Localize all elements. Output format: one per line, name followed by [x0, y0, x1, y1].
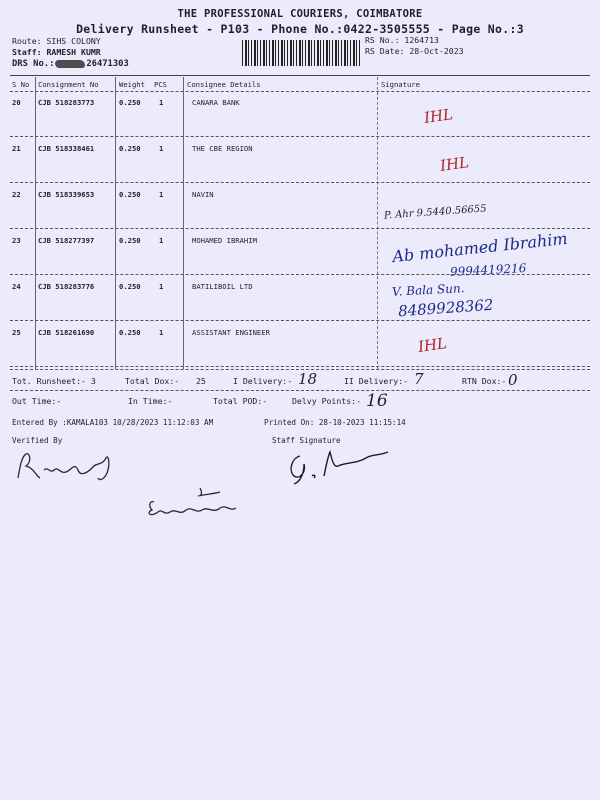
- out-time-label: Out Time:-: [12, 396, 62, 406]
- row-weight: 0.250: [119, 236, 141, 245]
- row-consignment-no: CJB 518338461: [38, 144, 95, 153]
- staff-signature: [286, 446, 406, 486]
- row-separator: [10, 228, 590, 229]
- row-pcs: 1: [159, 328, 164, 337]
- total-dox-value: 25: [196, 376, 206, 386]
- handwritten-signature: V. Bala Sun.: [391, 281, 465, 299]
- delvy-points-value: 16: [366, 391, 388, 411]
- row-consignee-name: CANARA BANK: [192, 98, 240, 107]
- row-consignment-no: CJB 518339653: [38, 190, 95, 199]
- row-pcs: 1: [159, 282, 164, 291]
- staff-signature-label: Staff Signature: [272, 436, 341, 445]
- row-consignment-no: CJB 518261690: [38, 328, 95, 337]
- col-divider: [35, 77, 36, 369]
- col-divider: [115, 77, 116, 369]
- row-consignment-no: CJB 518277397: [38, 236, 95, 245]
- handwritten-phone: 9994419216: [449, 261, 527, 279]
- printed-on: Printed On: 28-10-2023 11:15:14: [264, 418, 406, 427]
- header-left-block: [12, 36, 129, 70]
- handwritten-signature: IHL: [438, 153, 471, 175]
- col-pcs: PCS: [154, 80, 167, 89]
- row-weight: 0.250: [119, 328, 141, 337]
- barcode: [242, 40, 360, 66]
- in-time-label: In Time:-: [128, 396, 173, 406]
- row-consignee-name: NAVIN: [192, 190, 214, 199]
- table-top-rule: [10, 75, 590, 76]
- verified-by-label: Verified By: [12, 436, 63, 445]
- col-weight: Weight: [119, 80, 145, 89]
- verified-by-signature: [14, 448, 124, 484]
- extra-signature: [140, 482, 260, 522]
- row-pcs: 1: [159, 98, 164, 107]
- total-dox-label: Total Dox:-: [125, 376, 180, 386]
- col-signature: Signature: [381, 80, 420, 89]
- rs-date: RS Date: 28-Oct-2023: [365, 46, 464, 56]
- row-sno: 22: [12, 190, 21, 199]
- row-consignment-no: CJB 518283776: [38, 282, 95, 291]
- row-weight: 0.250: [119, 98, 141, 107]
- col-divider: [183, 77, 184, 369]
- rs-number: RS No.: 1264713: [365, 35, 439, 45]
- col-consignee: Consignee Details: [187, 80, 261, 89]
- row-pcs: 1: [159, 236, 164, 245]
- row-consignee-name: THE CBE REGION: [192, 144, 253, 153]
- header-rule: [10, 91, 590, 92]
- col-divider: [377, 77, 378, 369]
- ii-delivery-value: 7: [414, 370, 424, 388]
- i-delivery-value: 18: [298, 370, 318, 388]
- row-sno: 21: [12, 144, 21, 153]
- ii-delivery-label: II Delivery:-: [344, 376, 409, 386]
- row-pcs: 1: [159, 144, 164, 153]
- row-consignee-name: ASSISTANT ENGINEER: [192, 328, 270, 337]
- handwritten-signature: P. Ahr 9.5440.56655: [383, 203, 487, 222]
- row-pcs: 1: [159, 190, 164, 199]
- ink-blot-icon: [55, 60, 85, 68]
- row-separator: [10, 136, 590, 137]
- row-consignment-no: CJB 518283773: [38, 98, 95, 107]
- i-delivery-label: I Delivery:-: [233, 376, 293, 386]
- drs-label: DRS No.:: [12, 59, 55, 69]
- col-consignment: Consignment No: [38, 80, 99, 89]
- row-separator: [10, 366, 590, 367]
- summary-rule: [10, 390, 590, 391]
- row-weight: 0.250: [119, 144, 141, 153]
- row-consignee-name: MOHAMED IBRAHIM: [192, 236, 257, 245]
- entered-by: Entered By :KAMALA103 10/28/2023 11:12:03 AM: [12, 418, 214, 427]
- handwritten-phone: 8489928362: [397, 295, 494, 321]
- row-sno: 23: [12, 236, 21, 245]
- delvy-points-label: Delvy Points:-: [292, 396, 362, 406]
- row-sno: 24: [12, 282, 21, 291]
- handwritten-signature: IHL: [422, 105, 455, 127]
- header-right-block: [365, 35, 464, 57]
- rtn-dox-label: RTN Dox:-: [462, 376, 507, 386]
- drs-value: 26471303: [86, 59, 129, 69]
- staff-label: Staff: RAMESH KUMR: [12, 47, 101, 57]
- company-title: THE PROFESSIONAL COURIERS, COIMBATORE: [177, 8, 423, 20]
- row-separator: [10, 182, 590, 183]
- runsheet-subtitle: Delivery Runsheet - P103 - Phone No.:0422-3505555 - Page No.:3: [76, 22, 524, 36]
- tot-runsheet: Tot. Runsheet:- 3: [12, 376, 96, 386]
- handwritten-signature: IHL: [416, 334, 449, 356]
- rtn-dox-value: 0: [508, 371, 518, 389]
- col-sno: S No: [12, 80, 30, 89]
- row-consignee-name: BATILIBOIL LTD: [192, 282, 253, 291]
- row-sno: 20: [12, 98, 21, 107]
- handwritten-signature: Ab mohamed Ibrahim: [391, 228, 569, 267]
- row-weight: 0.250: [119, 190, 141, 199]
- total-pod-label: Total POD:-: [213, 396, 268, 406]
- route-label: Route: SIHS COLONY: [12, 36, 101, 46]
- row-separator: [10, 320, 590, 321]
- row-weight: 0.250: [119, 282, 141, 291]
- row-sno: 25: [12, 328, 21, 337]
- drs-number: [12, 59, 129, 70]
